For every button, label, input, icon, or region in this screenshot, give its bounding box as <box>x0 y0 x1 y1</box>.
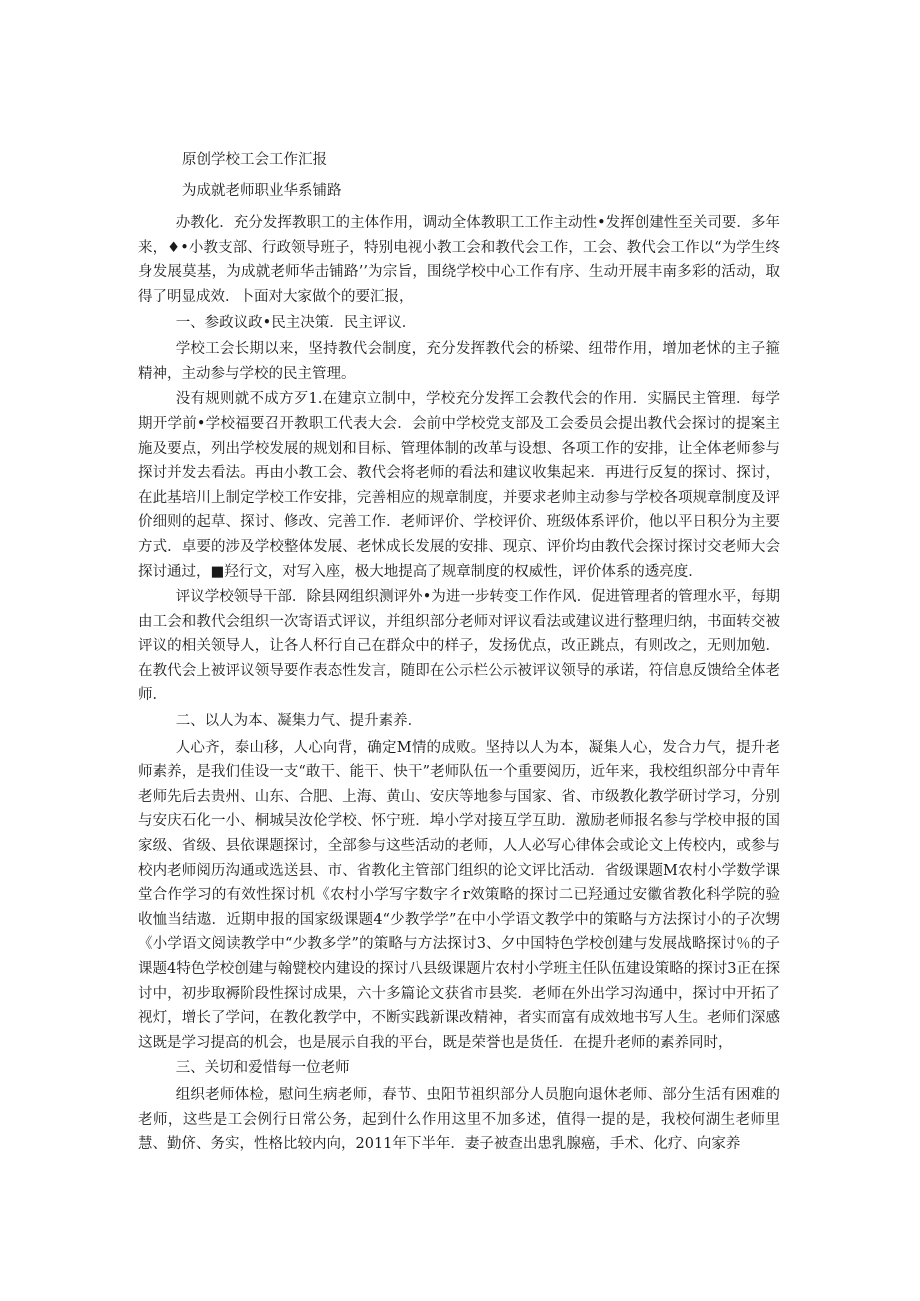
body-paragraph: 评议学校领导干部．除县网组织测评外•为进一步转变工作作风．促进管理者的管理水平，每期由工会和教代会组织一次寄语式评议，并组织部分老师对评议看法或建议进行整理归纳，书面转交被评议的相关领导人，让各人杯行自己在群众中的样子，发扬优点，改正跳点，有则改之，无则加勉．在教代会上被评议领导要作表态性发言，随即在公示栏公示被评议领导的承诺，符信息反馈给全体老师． <box>138 589 780 704</box>
body-paragraph: 人心齐，泰山移，人心向背，确定M情的成败。坚持以人为本，凝集人心，发合力气，提升老师素养，是我们佳设一支“敢干、能干、快干”老师队伍一个重要阅历，近年来，我校组织部分中青年老师先后去贵州、山东、合肥、上海、黄山、安庆等地参与国家、省、市级教化教学研讨学习，分别与安庆石化一小、桐城吴汝伦学校、怀宁班．埠小学对接互学互助．激励老师报名参与学校申报的国家级、省级、县依课题探讨，全部参与这些活动的老师，人人必写心律体会或论文上传校内，或参与校内老师阅历沟通或选送县、市、省教化主管部门组织的论文评比活动．省级课题M农村小学数学课堂合作学习的有效性探讨机《农村小学写字数字彳r效策略的探讨二已羟通过安徽省教化科学院的验收恤当结遨．近期申报的国家级课题4“少教学学”在中小学语文教学中的策略与方法探讨小的子次甥《小学语文阅读教学中“少教多学”的策略与方法探讨3、夕中国特色学校创建与发展战略探讨％的子课题4特色学校创建与翰甓校内建设的探讨八县级课题片农村小学班主任队伍建设策略的探讨3正在探讨中，初步取褥阶段性探讨成果，六十多篇论文获省市县奖．老师在外出学习沟通中，探讨中开拓了视灯，增长了学问，在教化教学中，不断实践新课改精神，者实而富有成效地书写人生。老师们深感这既是学习提高的机会，也是展示自我的平台，既是荣誉也是货任．在提升老师的素养同时， <box>138 739 780 1051</box>
document-body <box>138 211 780 1157</box>
section-heading: 一、参政议政•民主决策．民主评议． <box>175 314 417 331</box>
section-heading: 三、关切和爱惜每一位老师 <box>175 1060 350 1077</box>
section-heading: 二、以人为本、凝集力气、提升素养． <box>175 713 423 730</box>
body-paragraph: 学校工会长期以来，坚持教代会制度，充分发挥教代会的桥梁、纽带作用，增加老怵的主子箍精神，主动参与学校的民主管理。 <box>138 341 780 382</box>
body-paragraph: 没有规则就不成方歹1.在建京立制中，学校充分发挥工会教代会的作用．实膈民主管理．每学期开学前•学校福要召开教职工代表大会．会前中学校党支部及工会委员会提出教代会探讨的提案主施及要点，列出学校发展的规划和目标、管理体制的改革与设想、各项工作的安排，让全体老师参与探讨并发去看法。再由小教工会、教代会将老师的看法和建议收集起来．再进行反复的探讨、探讨，在此基培川上制定学校工作安排，完善相应的规章制度，并要求老帅主动参与学校各项规章制度及评价细则的起草、探讨、修改、完善工作．老师评价、学校评价、班级体系评价，他以平日积分为主要方式．卓要的涉及学校整体发展、老怵成长发展的安排、现京、评价均由教代会探讨探讨交老师大会探讨通过，■羟行文，对写入座，极大地提高了规章制度的权威性，评价体系的透亮度． <box>138 391 780 580</box>
document-page <box>138 150 780 1158</box>
document-subtitle: 为成就老师职业华系铺路 <box>182 182 342 199</box>
document-title: 原创学校工会工作汇报 <box>182 152 327 168</box>
body-paragraph: 组织老师体检，慰问生病老师，春节、虫阳节祖织部分人员胞向退休老师、部分生活有困难的老师，这些是工会例行日常公务，起到什么作用这里不加多述，值得一提的是，我校何湖生老师里慧、勤侪、务实，性格比较内向，2011年下半年．妻子被查出患乳腺癌，手术、化疗、向家养 <box>138 1086 780 1153</box>
body-paragraph: 办教化．充分发挥教职工的主体作用，调动全体教职工工作主动性•发挥创建性至关司要．多年来，♦•小教支部、行政领导班子，特别电视小教工会和教代会工作，工会、教代会工作以“为学生终身发展莫基，为成就老师华击铺路’’为宗旨，围绕学校中心工作有序、生动开展丰南多彩的活动，取得了明显成效．卜面对大家做个的要汇报， <box>138 215 780 305</box>
